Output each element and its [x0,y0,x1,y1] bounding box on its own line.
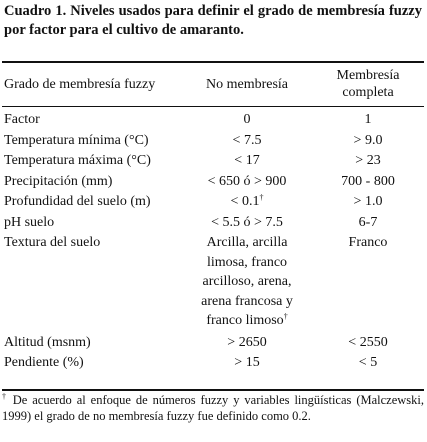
no-membership-value: < 5.5 ó > 7.5 [211,214,283,230]
footnote-dagger-mark: † [2,392,8,401]
table-row [2,233,424,333]
footnote-text: De acuerdo al enfoque de números fuzzy y variables lingüísticas (Malczewski, 1999) el grado de no membresía fuzzy fue definido como 0.2. [2,393,425,423]
no-membership-value: 0 [243,112,251,127]
table-footnote [2,392,424,424]
table-row [2,192,424,213]
table-row [2,106,424,131]
table-row [2,213,424,234]
row-label: Pendiente (%) [4,355,84,370]
row-label: Temperatura máxima (°C) [4,153,151,168]
full-membership-value: 6-7 [358,214,378,230]
no-membership-value: < 7.5 [232,132,262,148]
table-row [2,172,424,193]
row-label: Altitud (msnm) [4,334,91,350]
full-membership-value: < 2550 [348,334,388,350]
no-membership-value [182,192,312,213]
table-row [2,151,424,172]
dagger-footnote-mark: † [259,193,264,202]
header-membership-grade: Grado de membresía fuzzy [4,76,156,92]
membership-table [2,62,424,374]
row-label: Temperatura mínima (°C) [4,132,149,148]
full-membership-value: > 1.0 [353,194,383,209]
dagger-footnote-mark: † [283,312,288,321]
texture-line: arena francosa y [201,293,293,309]
full-membership-value: > 9.0 [353,132,383,148]
texture-line: Arcilla, arcilla [206,235,288,250]
no-membership-value: > 15 [234,355,260,370]
table-row [2,353,424,374]
row-label: Profundidad del suelo (m) [4,194,151,209]
texture-line: limosa, franco [206,254,288,270]
row-label: Precipitación (mm) [4,173,113,189]
table-row [2,131,424,152]
no-membership-value: < 650 ó > 900 [207,173,287,189]
no-membership-value [182,233,312,333]
no-membership-value: < 17 [234,153,260,168]
texture-line: arcilloso, arena, [202,274,292,289]
table-caption: Cuadro 1. Niveles usados para definir el grado de membresía fuzzy por factor para el cultivo de amaranto. [4,3,422,38]
table-bottom-rule [2,389,424,391]
table-row [2,333,424,354]
full-membership-value: > 23 [355,153,381,168]
no-membership-value: > 2650 [227,334,267,350]
row-label: Factor [4,112,40,127]
row-label: Textura del suelo [4,235,101,250]
header-no-membership: No membresía [205,76,289,92]
full-membership-value: 700 - 800 [341,173,395,189]
full-membership-value: < 5 [358,355,378,370]
full-membership-value: 1 [364,112,372,127]
full-membership-value: Franco [348,235,388,250]
no-membership-text: < 0.1 [230,194,260,209]
header-full-membership: Membresía completa [336,68,400,100]
row-label: pH suelo [4,214,55,230]
texture-line: franco limoso [206,313,284,328]
table-header-row [2,62,424,106]
